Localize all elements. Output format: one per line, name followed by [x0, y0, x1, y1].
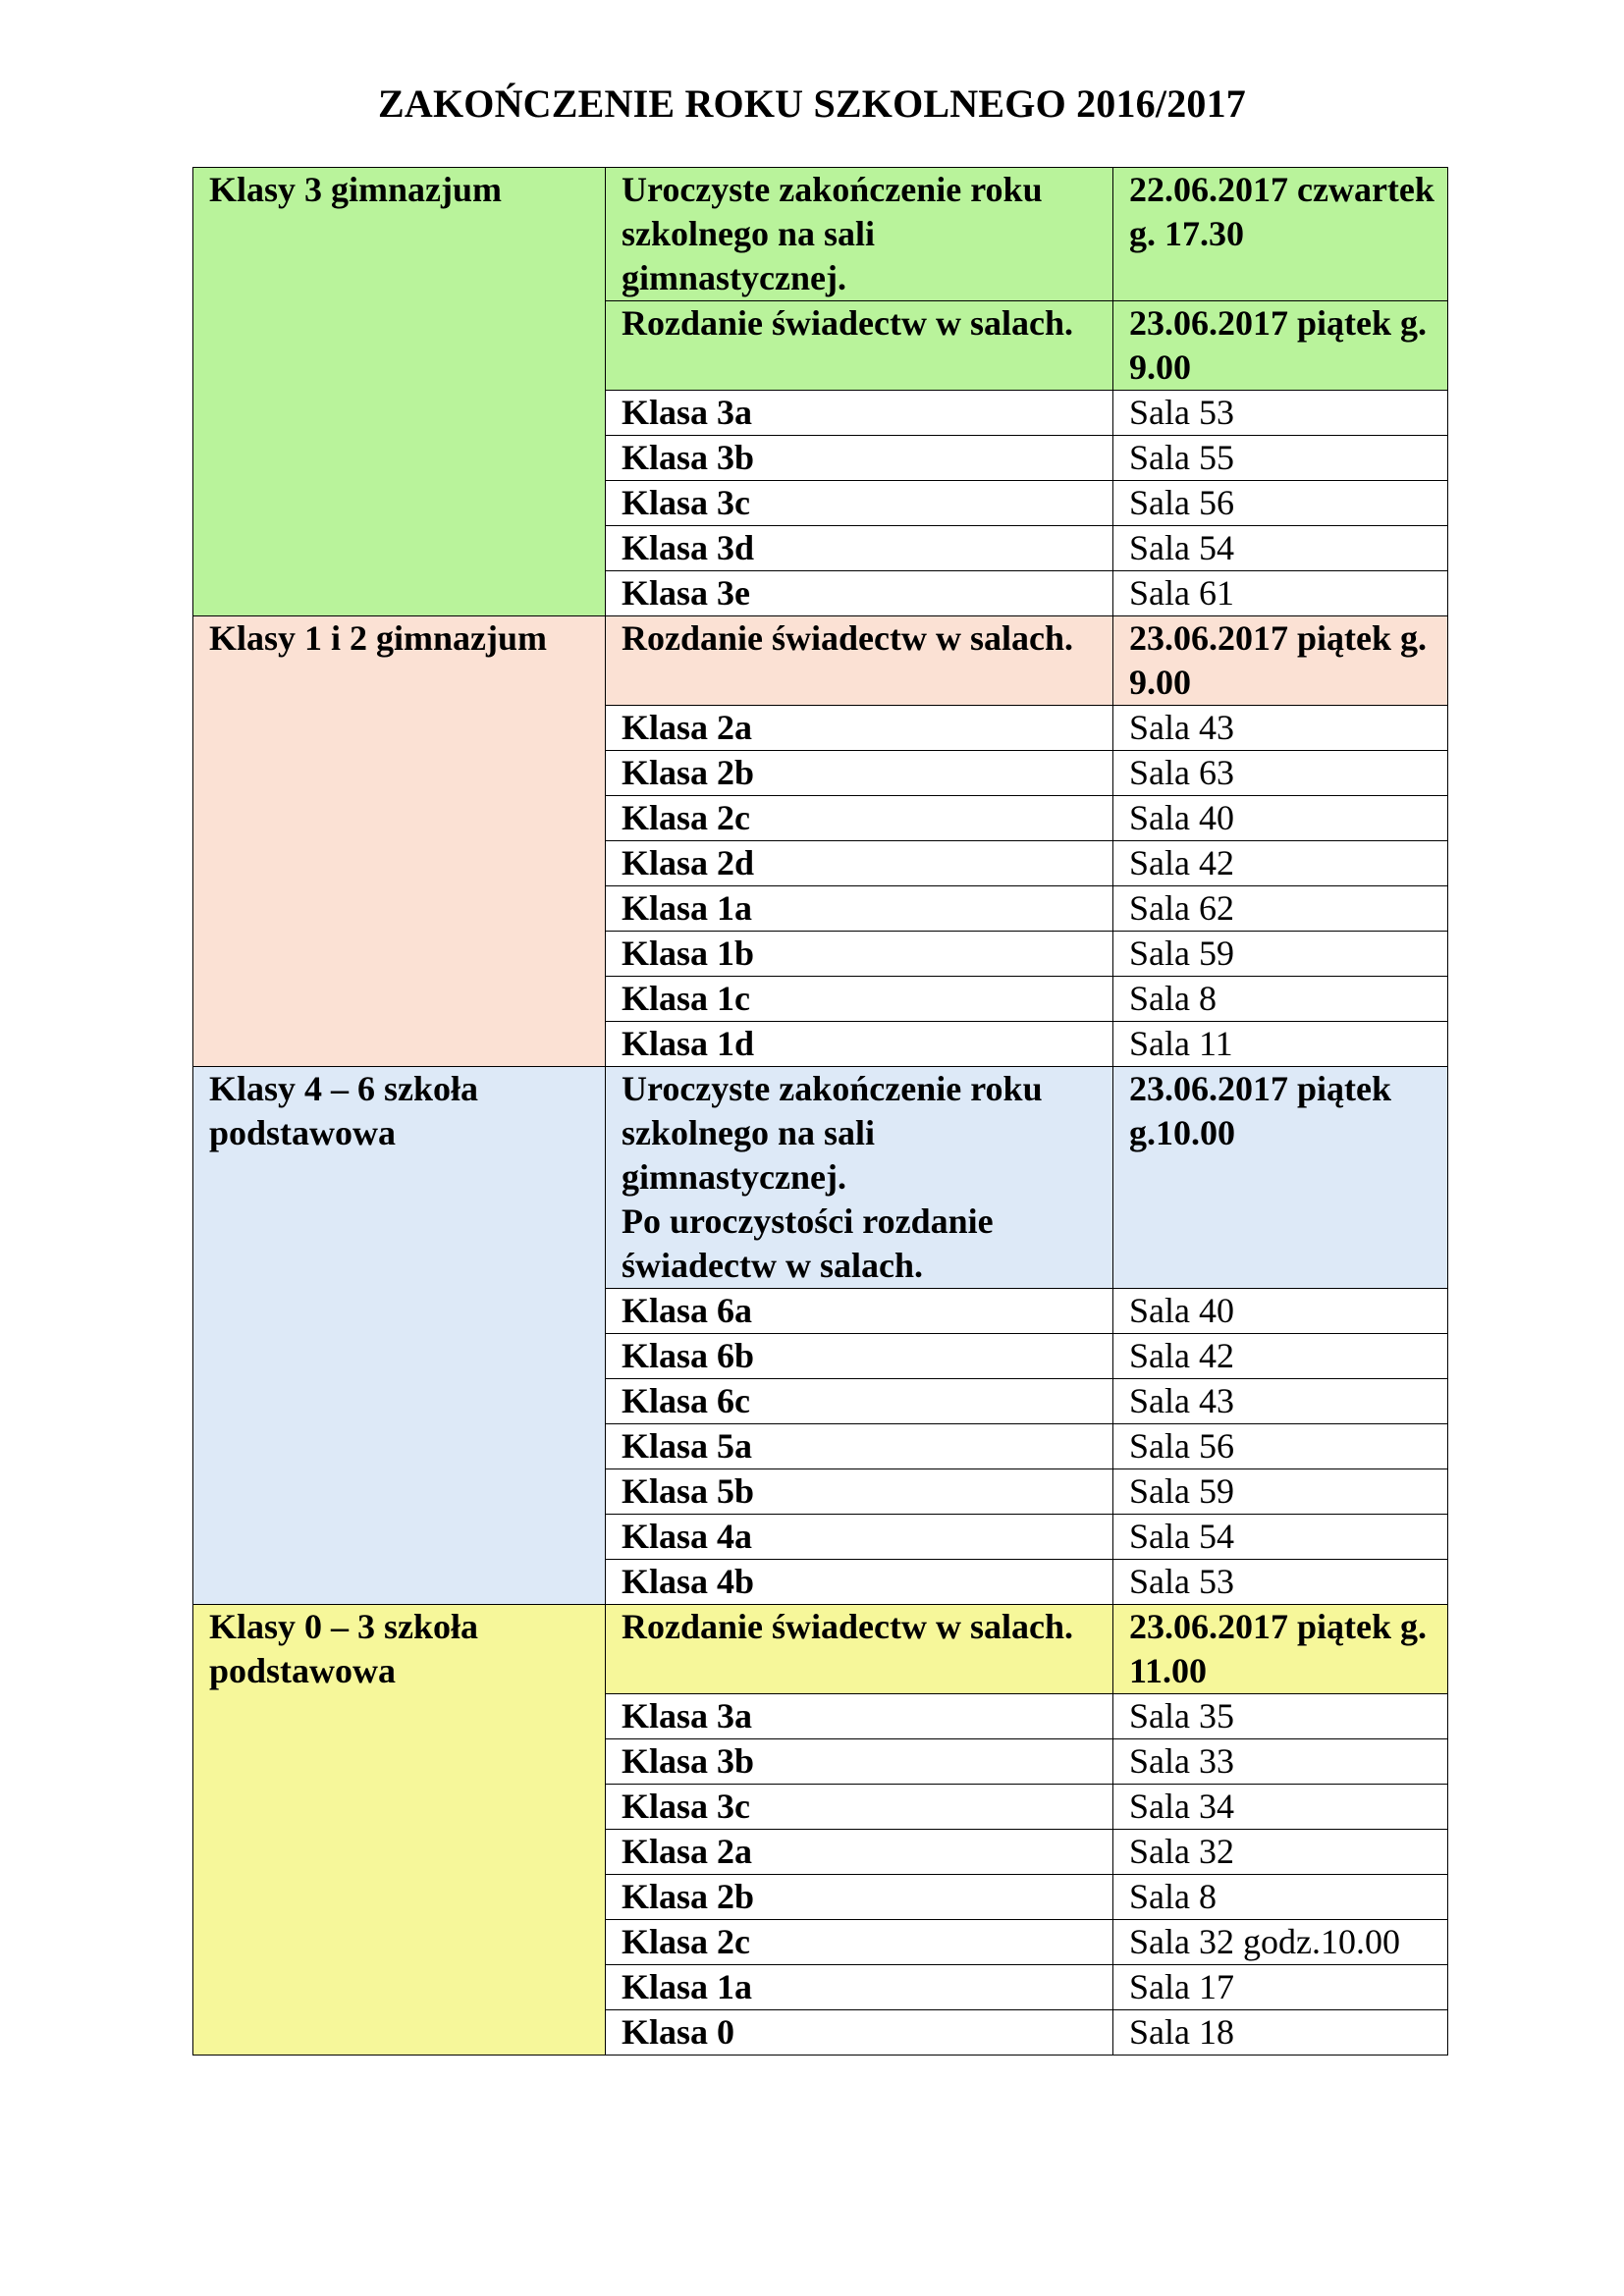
room-cell: Sala 59	[1113, 1469, 1448, 1515]
room-cell: Sala 63	[1113, 751, 1448, 796]
class-cell: Klasa 0	[606, 2010, 1113, 2056]
room-cell: Sala 18	[1113, 2010, 1448, 2056]
class-cell: Klasa 2a	[606, 1830, 1113, 1875]
group-label: Klasy 3 gimnazjum	[193, 168, 606, 616]
room-cell: Sala 35	[1113, 1694, 1448, 1739]
event-activity: Rozdanie świadectw w salach.	[606, 1605, 1113, 1694]
room-cell: Sala 17	[1113, 1965, 1448, 2010]
room-cell: Sala 42	[1113, 841, 1448, 886]
room-cell: Sala 62	[1113, 886, 1448, 932]
class-cell: Klasa 3b	[606, 1739, 1113, 1785]
class-cell: Klasa 1c	[606, 977, 1113, 1022]
event-date: 23.06.2017 piątek g. 11.00	[1113, 1605, 1448, 1694]
room-cell: Sala 61	[1113, 571, 1448, 616]
class-cell: Klasa 4b	[606, 1560, 1113, 1605]
class-cell: Klasa 3a	[606, 391, 1113, 436]
table-row	[193, 616, 1448, 706]
table-row	[193, 1605, 1448, 1694]
room-cell: Sala 32 godz.10.00	[1113, 1920, 1448, 1965]
table-row	[193, 1067, 1448, 1289]
class-cell: Klasa 1a	[606, 1965, 1113, 2010]
room-cell: Sala 34	[1113, 1785, 1448, 1830]
class-cell: Klasa 1d	[606, 1022, 1113, 1067]
room-cell: Sala 56	[1113, 481, 1448, 526]
room-cell: Sala 54	[1113, 526, 1448, 571]
class-cell: Klasa 5a	[606, 1424, 1113, 1469]
group-label: Klasy 0 – 3 szkoła podstawowa	[193, 1605, 606, 2056]
class-cell: Klasa 1b	[606, 932, 1113, 977]
class-cell: Klasa 3a	[606, 1694, 1113, 1739]
room-cell: Sala 11	[1113, 1022, 1448, 1067]
class-cell: Klasa 3c	[606, 481, 1113, 526]
class-cell: Klasa 3d	[606, 526, 1113, 571]
room-cell: Sala 55	[1113, 436, 1448, 481]
room-cell: Sala 33	[1113, 1739, 1448, 1785]
room-cell: Sala 8	[1113, 1875, 1448, 1920]
event-activity-extra: Po uroczystości rozdanie świadectw w salach.	[622, 1201, 994, 1285]
event-date: 23.06.2017 piątek g. 9.00	[1113, 301, 1448, 391]
room-cell: Sala 8	[1113, 977, 1448, 1022]
class-cell: Klasa 6c	[606, 1379, 1113, 1424]
class-cell: Klasa 2a	[606, 706, 1113, 751]
class-cell: Klasa 3c	[606, 1785, 1113, 1830]
class-cell: Klasa 2d	[606, 841, 1113, 886]
event-activity: Uroczyste zakończenie roku szkolnego na sali gimnastycznej.	[606, 168, 1113, 301]
class-cell: Klasa 4a	[606, 1515, 1113, 1560]
event-activity: Rozdanie świadectw w salach.	[606, 616, 1113, 706]
room-cell: Sala 53	[1113, 1560, 1448, 1605]
room-cell: Sala 40	[1113, 1289, 1448, 1334]
room-cell: Sala 43	[1113, 1379, 1448, 1424]
class-cell: Klasa 3e	[606, 571, 1113, 616]
class-cell: Klasa 2c	[606, 1920, 1113, 1965]
schedule-table	[192, 167, 1448, 2056]
class-cell: Klasa 2b	[606, 1875, 1113, 1920]
room-cell: Sala 32	[1113, 1830, 1448, 1875]
room-cell: Sala 56	[1113, 1424, 1448, 1469]
event-activity	[606, 1067, 1113, 1289]
class-cell: Klasa 6b	[606, 1334, 1113, 1379]
room-cell: Sala 54	[1113, 1515, 1448, 1560]
class-cell: Klasa 5b	[606, 1469, 1113, 1515]
room-cell: Sala 43	[1113, 706, 1448, 751]
event-date: 22.06.2017 czwartek g. 17.30	[1113, 168, 1448, 301]
room-cell: Sala 42	[1113, 1334, 1448, 1379]
group-label: Klasy 4 – 6 szkoła podstawowa	[193, 1067, 606, 1605]
class-cell: Klasa 2c	[606, 796, 1113, 841]
class-cell: Klasa 1a	[606, 886, 1113, 932]
room-cell: Sala 40	[1113, 796, 1448, 841]
group-label: Klasy 1 i 2 gimnazjum	[193, 616, 606, 1067]
table-row	[193, 168, 1448, 301]
room-cell: Sala 59	[1113, 932, 1448, 977]
event-activity: Rozdanie świadectw w salach.	[606, 301, 1113, 391]
page-title: ZAKOŃCZENIE ROKU SZKOLNEGO 2016/2017	[378, 81, 1246, 126]
room-cell: Sala 53	[1113, 391, 1448, 436]
class-cell: Klasa 3b	[606, 436, 1113, 481]
class-cell: Klasa 2b	[606, 751, 1113, 796]
event-date: 23.06.2017 piątek g.10.00	[1113, 1067, 1448, 1289]
class-cell: Klasa 6a	[606, 1289, 1113, 1334]
event-date: 23.06.2017 piątek g. 9.00	[1113, 616, 1448, 706]
event-activity-main: Uroczyste zakończenie roku szkolnego na sali gimnastycznej.	[622, 1069, 1043, 1197]
